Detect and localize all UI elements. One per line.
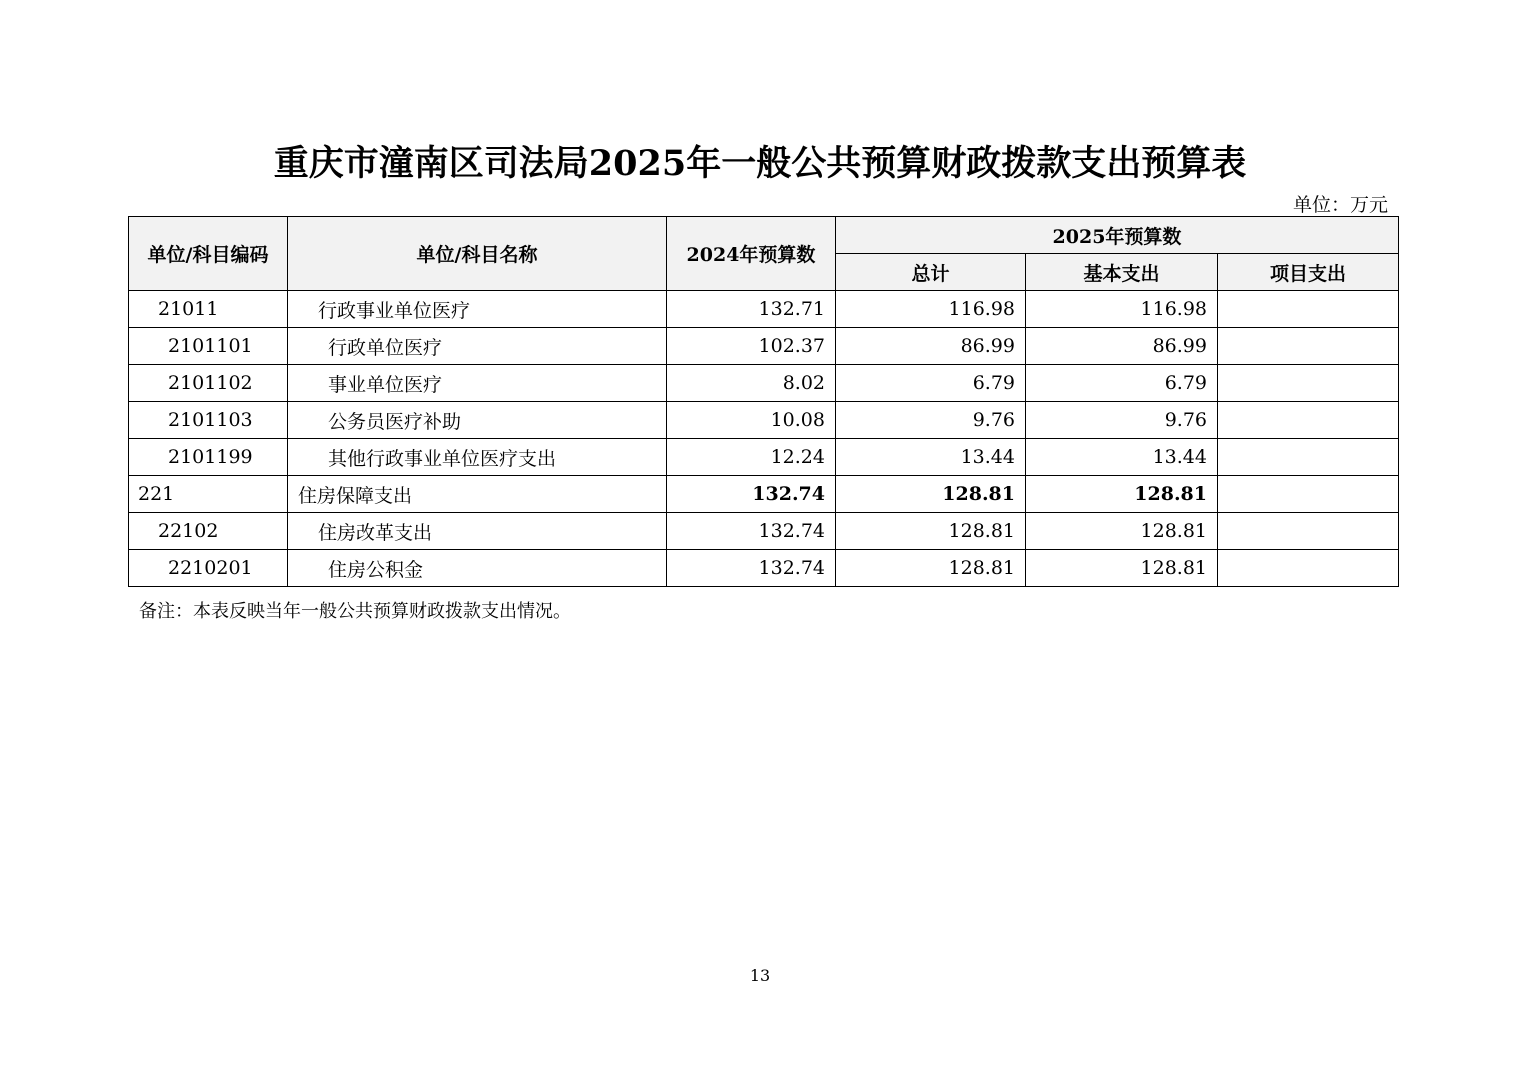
row-total: 116.98 xyxy=(836,291,1026,328)
row-basic: 9.76 xyxy=(1026,402,1218,439)
row-code: 22102 xyxy=(129,513,288,550)
table-row xyxy=(129,439,1399,476)
row-budget-2024: 132.74 xyxy=(667,476,836,513)
row-project xyxy=(1218,476,1399,513)
row-budget-2024: 102.37 xyxy=(667,328,836,365)
row-project xyxy=(1218,439,1399,476)
header-code: 单位/科目编码 xyxy=(129,217,288,291)
row-name: 住房公积金 xyxy=(288,550,667,587)
header-budget-2025: 2025年预算数 xyxy=(836,217,1399,254)
row-project xyxy=(1218,328,1399,365)
row-name: 其他行政事业单位医疗支出 xyxy=(288,439,667,476)
row-basic: 128.81 xyxy=(1026,476,1218,513)
row-project xyxy=(1218,291,1399,328)
header-name: 单位/科目名称 xyxy=(288,217,667,291)
row-total: 13.44 xyxy=(836,439,1026,476)
row-budget-2024: 12.24 xyxy=(667,439,836,476)
row-code: 2101102 xyxy=(129,365,288,402)
row-total: 9.76 xyxy=(836,402,1026,439)
table-header xyxy=(129,217,1399,291)
row-total: 86.99 xyxy=(836,328,1026,365)
row-name: 住房保障支出 xyxy=(288,476,667,513)
budget-table xyxy=(128,216,1399,587)
row-code: 2101103 xyxy=(129,402,288,439)
row-name: 事业单位医疗 xyxy=(288,365,667,402)
row-basic: 128.81 xyxy=(1026,513,1218,550)
row-budget-2024: 132.71 xyxy=(667,291,836,328)
table-note: 备注：本表反映当年一般公共预算财政拨款支出情况。 xyxy=(139,601,571,622)
header-budget-2024: 2024年预算数 xyxy=(667,217,836,291)
header-basic: 基本支出 xyxy=(1026,254,1218,291)
row-code: 2101101 xyxy=(129,328,288,365)
page-number: 13 xyxy=(749,966,771,985)
table-row xyxy=(129,328,1399,365)
row-basic: 13.44 xyxy=(1026,439,1218,476)
row-budget-2024: 10.08 xyxy=(667,402,836,439)
table-row xyxy=(129,365,1399,402)
row-name: 公务员医疗补助 xyxy=(288,402,667,439)
row-total: 128.81 xyxy=(836,476,1026,513)
row-total: 128.81 xyxy=(836,513,1026,550)
row-budget-2024: 132.74 xyxy=(667,550,836,587)
row-code: 21011 xyxy=(129,291,288,328)
table-body xyxy=(129,291,1399,587)
header-project: 项目支出 xyxy=(1218,254,1399,291)
row-code: 2101199 xyxy=(129,439,288,476)
row-name: 住房改革支出 xyxy=(288,513,667,550)
table-row xyxy=(129,513,1399,550)
row-budget-2024: 8.02 xyxy=(667,365,836,402)
row-code: 2210201 xyxy=(129,550,288,587)
unit-label: 单位：万元 xyxy=(1292,194,1388,216)
table-row xyxy=(129,402,1399,439)
row-total: 128.81 xyxy=(836,550,1026,587)
row-project xyxy=(1218,365,1399,402)
row-project xyxy=(1218,550,1399,587)
header-total: 总计 xyxy=(836,254,1026,291)
document-title: 重庆市潼南区司法局2025年一般公共预算财政拨款支出预算表 xyxy=(273,143,1247,184)
row-name: 行政单位医疗 xyxy=(288,328,667,365)
row-project xyxy=(1218,513,1399,550)
row-total: 6.79 xyxy=(836,365,1026,402)
row-basic: 116.98 xyxy=(1026,291,1218,328)
row-basic: 86.99 xyxy=(1026,328,1218,365)
row-project xyxy=(1218,402,1399,439)
table-row xyxy=(129,476,1399,513)
table-row xyxy=(129,291,1399,328)
table-row xyxy=(129,550,1399,587)
row-code: 221 xyxy=(129,476,288,513)
row-basic: 6.79 xyxy=(1026,365,1218,402)
row-budget-2024: 132.74 xyxy=(667,513,836,550)
row-basic: 128.81 xyxy=(1026,550,1218,587)
row-name: 行政事业单位医疗 xyxy=(288,291,667,328)
